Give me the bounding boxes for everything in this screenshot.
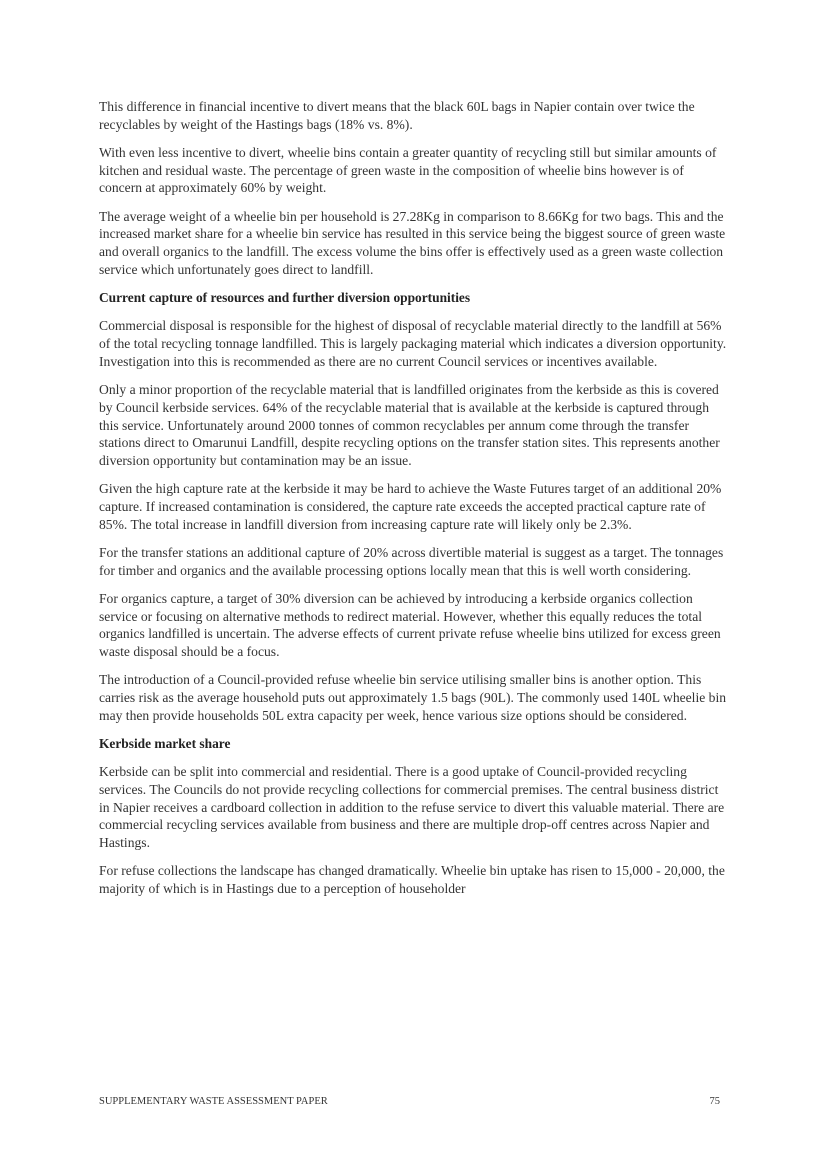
paragraph: Only a minor proportion of the recyclable material that is landfilled originates from the kerbside as this is covered by Council kerbside services. 64% of the recyclable material that is available at the kerbside is captured through this service. Unfortunately around 2000 tonnes of common recyclables per annum come through the transfer stations direct to Omarunui Landfill, despite recycling options on the transfer station sites. This represents another diversion opportunity but contamination may be an issue. [99,382,720,468]
paragraph: The average weight of a wheelie bin per household is 27.28Kg in comparison to 8.66Kg for two bags. This and the increased market share for a wheelie bin service has resulted in this service being the biggest source of green waste and overall organics to the landfill. The excess volume the bins offer is effectively used as a green waste collection service which unfortunately goes direct to landfill. [99,208,726,277]
paragraph: Commercial disposal is responsible for the highest of disposal of recyclable material directly to the landfill at 56% of the total recycling tonnage landfilled. This is largely packaging material which indicates a diversion opportunity. Investigation into this is recommended as there are no current Council services or incentives available. [99,318,727,369]
page-number: 75 [709,1096,720,1107]
footer-title: SUPPLEMENTARY WASTE ASSESSMENT PAPER [99,1096,328,1107]
paragraph: Given the high capture rate at the kerbside it may be hard to achieve the Waste Futures target of an additional 20% capture. If increased contamination is considered, the capture rate exceeds the accepted practical capture rate of 85%. The total increase in landfill diversion from increasing capture rate will likely only be 2.3%. [99,481,722,532]
paragraph: The introduction of a Council-provided refuse wheelie bin service utilising smaller bins is another option. This carries risk as the average household puts out approximately 1.5 bags (90L). The commonly used 140L wheelie bin may then provide households 50L extra capacity per week, hence various size options should be considered. [99,672,727,723]
paragraph: For refuse collections the landscape has changed dramatically. Wheelie bin uptake has risen to 15,000 - 20,000, the majority of which is in Hastings due to a perception of householder [99,863,725,897]
section-heading: Current capture of resources and further diversion opportunities [99,290,471,306]
paragraph: With even less incentive to divert, wheelie bins contain a greater quantity of recycling still but similar amounts of kitchen and residual waste. The percentage of green waste in the composition of wheelie bins however is of concern at approximately 60% by weight. [99,145,717,196]
page-footer [99,1096,720,1107]
section-heading: Kerbside market share [99,736,231,752]
paragraph: For organics capture, a target of 30% diversion can be achieved by introducing a kerbside organics collection service or focusing on alternative methods to redirect material. However, whether this equally reduces the total organics landfilled is uncertain. The adverse effects of current private refuse wheelie bins utilized for excess green waste disposal should be a focus. [99,590,721,660]
page-content [99,98,729,908]
paragraph: Kerbside can be split into commercial and residential. There is a good uptake of Council-provided recycling services. The Councils do not provide recycling collections for commercial premises. The central business district in Napier receives a cardboard collection in addition to the refuse service to divert this valuable material. There are commercial recycling services available from business and there are multiple drop-off centres across Napier and Hastings. [99,764,725,851]
paragraph: This difference in financial incentive to divert means that the black 60L bags in Napier contain over twice the recyclables by weight of the Hastings bags (18% vs. 8%). [99,99,695,132]
paragraph: For the transfer stations an additional capture of 20% across divertible material is suggest as a target. The tonnages for timber and organics and the available processing options locally mean that this is well worth considering. [99,544,724,578]
